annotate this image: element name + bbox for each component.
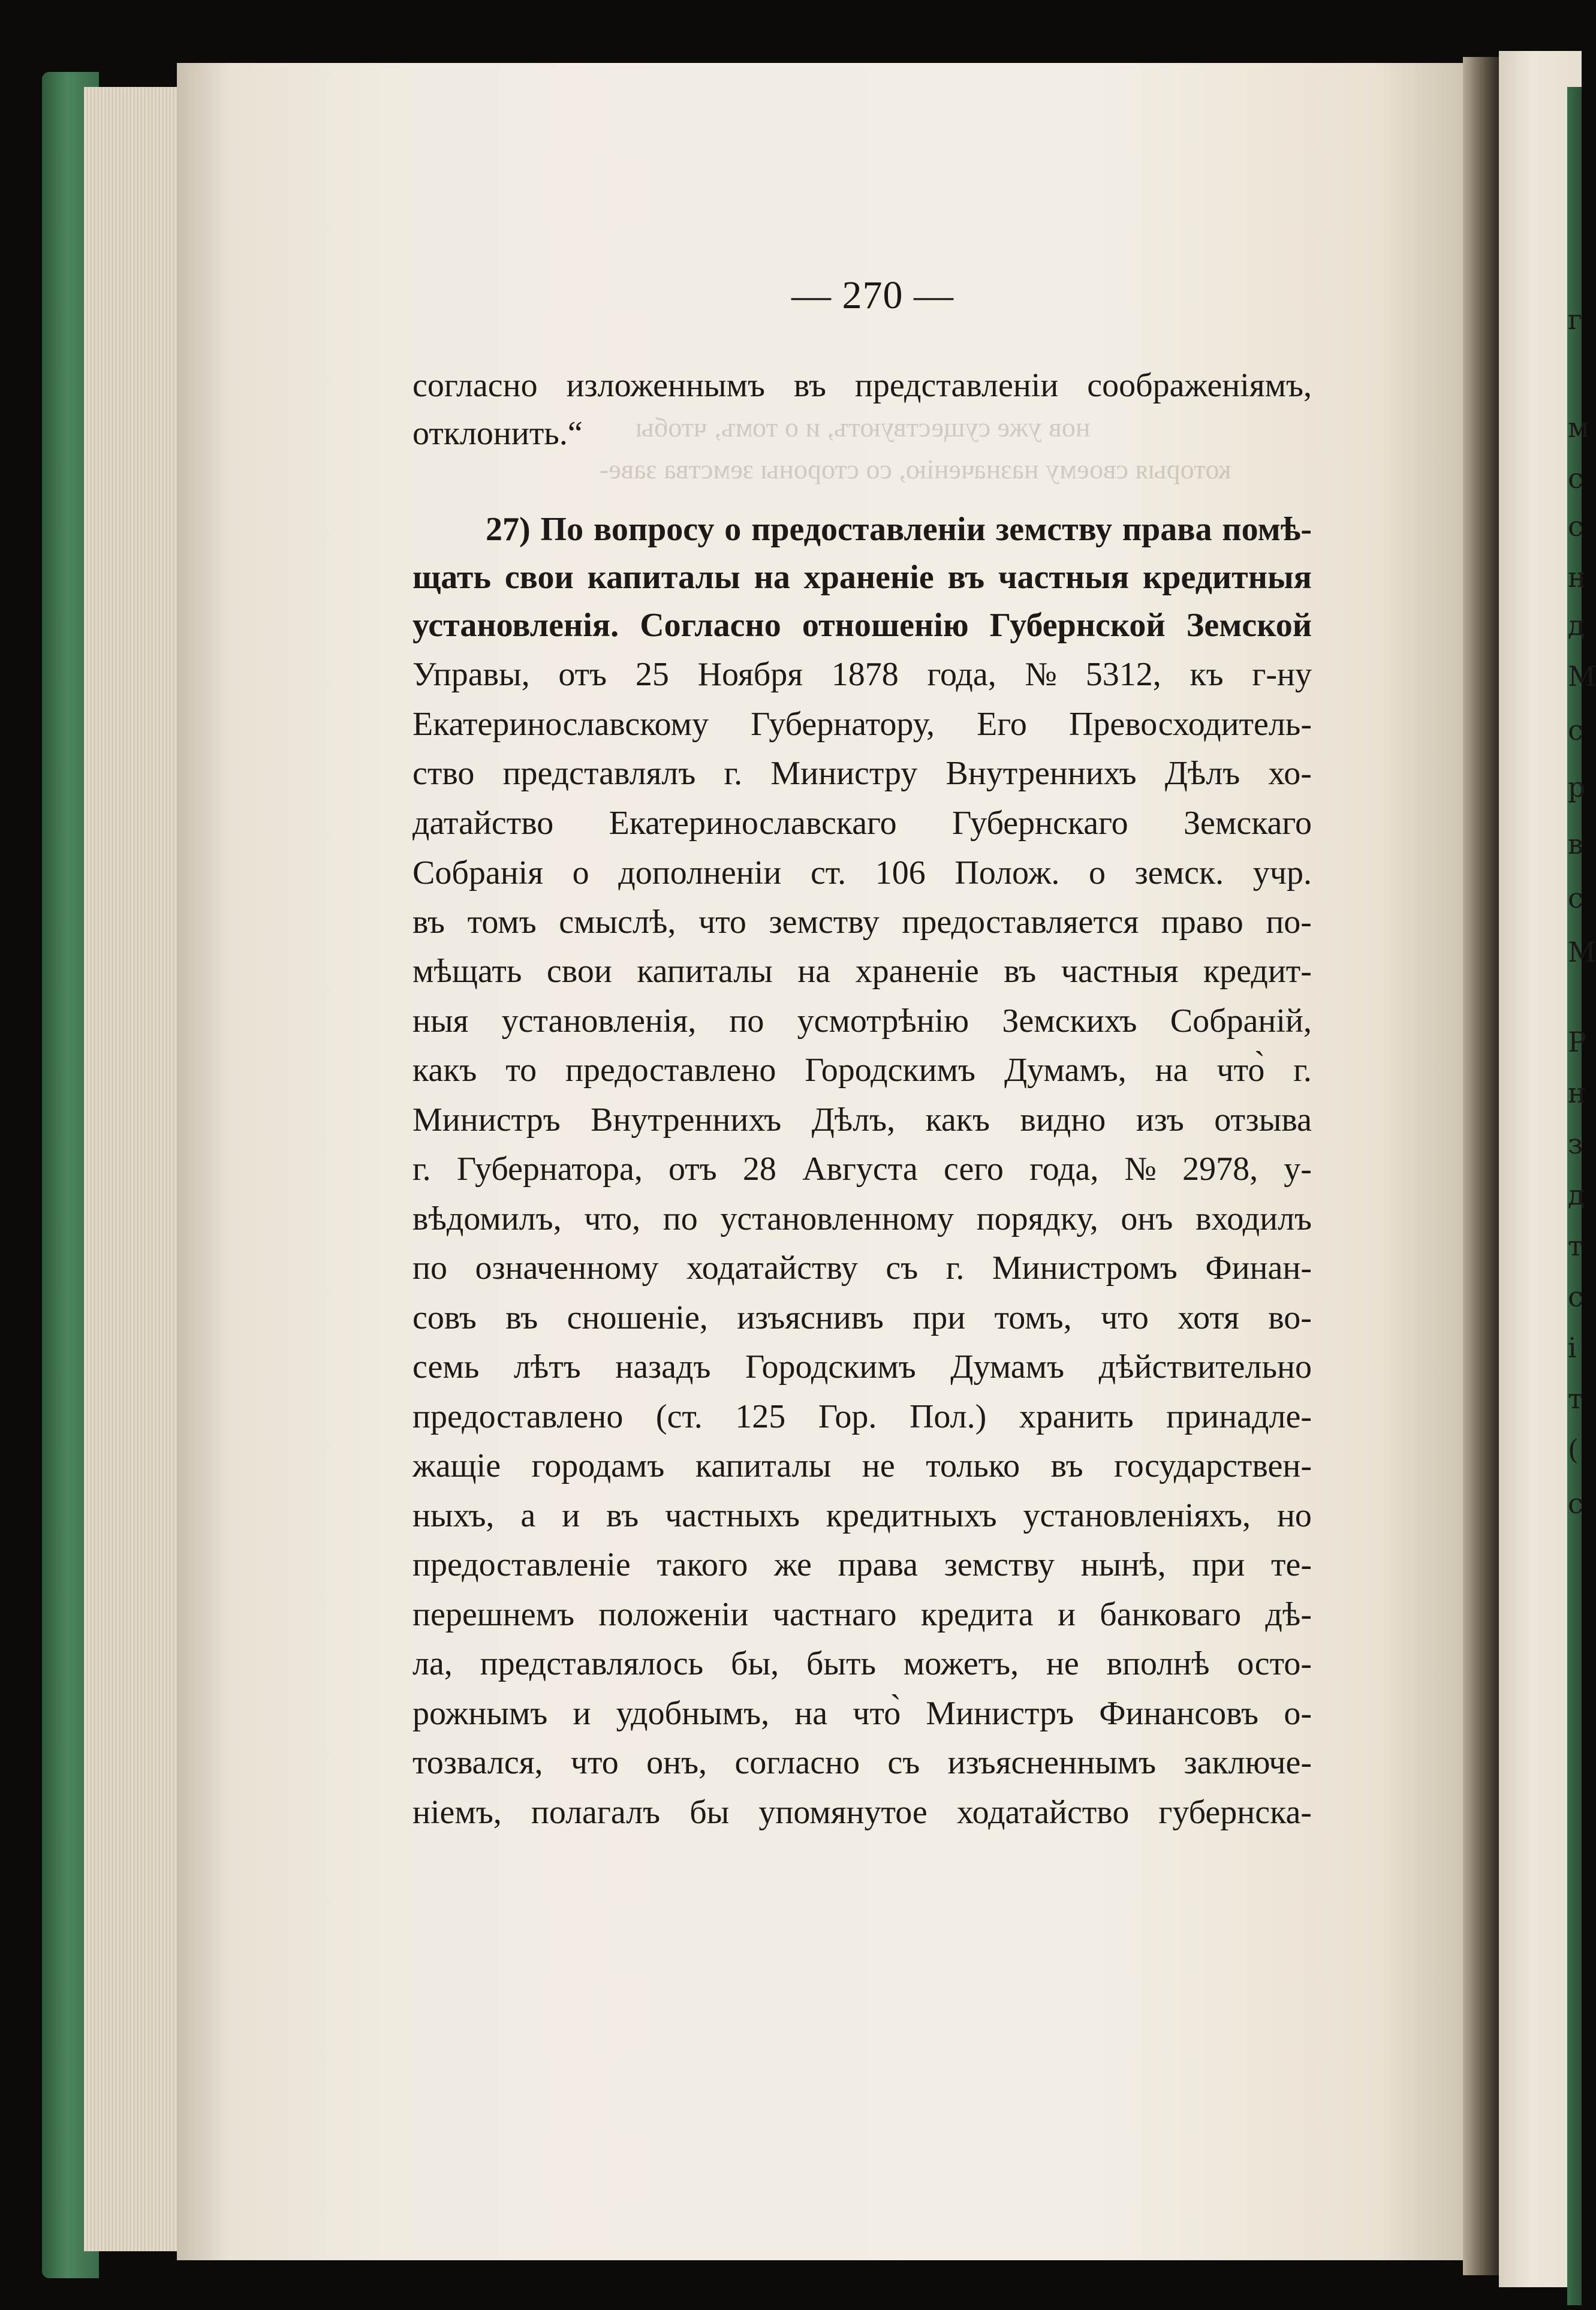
facing-page-letter: М — [1568, 936, 1596, 968]
facing-page — [1499, 51, 1596, 2287]
facing-page-letter: т — [1568, 1383, 1583, 1415]
page-edges — [84, 87, 180, 2251]
text-line: ныхъ, а и въ частныхъ кредитныхъ установленіяхъ, но — [412, 1497, 1312, 1534]
text-line: перешнемъ положеніи частнаго кредита и банковаго дѣ- — [412, 1596, 1312, 1633]
facing-page-letter: д — [1568, 609, 1585, 642]
page-number: — 270 — — [791, 273, 954, 317]
text-line: предоставлено (ст. 125 Гор. Пол.) хранить принадле- — [412, 1398, 1312, 1435]
text-line: г. Губернатора, отъ 28 Августа сего года, № 2978, у- — [412, 1151, 1312, 1188]
text-line: совъ въ сношеніе, изъяснивъ при томъ, что хотя во- — [412, 1299, 1312, 1336]
facing-page-letter: М — [1568, 660, 1596, 692]
text-line: вѣдомилъ, что, по установленному порядку, онъ входилъ — [412, 1200, 1312, 1237]
text-line: отклонить.“ — [412, 415, 583, 452]
text-line: Собранія о дополненіи ст. 106 Полож. о земск. учр. — [412, 854, 1312, 892]
facing-page-letter: с — [1568, 510, 1583, 543]
facing-page-letter: і — [1568, 1332, 1577, 1364]
text-line: датайство Екатеринославскаго Губернскаго Земскаго — [412, 805, 1312, 842]
facing-page-letter: н — [1568, 1077, 1586, 1109]
facing-page-letter: в — [1568, 828, 1583, 860]
text-line: предоставленіе такого же права земству нынѣ, при те- — [412, 1546, 1312, 1583]
text-line: жащіе городамъ капиталы не только въ государствен- — [412, 1447, 1312, 1484]
text-line: Управы, отъ 25 Ноября 1878 года, № 5312, къ г-ну — [412, 656, 1312, 693]
bleed-through-text: которыя своему назначенію, со стороны земства заве- — [600, 454, 1231, 484]
text-line: согласно изложеннымъ въ представленіи соображеніямъ, — [412, 367, 1312, 404]
text-line: рожнымъ и удобнымъ, на что̀ Министръ Финансовъ о- — [412, 1695, 1312, 1732]
text-line: семь лѣтъ назадъ Городскимъ Думамъ дѣйствительно — [412, 1348, 1312, 1386]
facing-page-letter: с — [1568, 882, 1583, 914]
text-line: мѣщать свои капиталы на храненіе въ частныя кредит- — [412, 953, 1312, 990]
facing-page-letter: р — [1568, 771, 1586, 803]
text-line: щать свои капиталы на храненіе въ частныя кредитныя — [412, 559, 1312, 596]
facing-page-letter: с — [1568, 1281, 1583, 1313]
facing-page-letter: н — [1568, 561, 1586, 594]
facing-page-letter: д — [1568, 1179, 1585, 1211]
facing-page-letter: з — [1568, 1128, 1583, 1160]
text-line: Екатеринославскому Губернатору, Его Превосходитель- — [412, 706, 1312, 743]
text-line: 27) По вопросу о предоставленіи земству права помѣ- — [486, 511, 1312, 548]
text-line: въ томъ смыслѣ, что земству предоставляется право по- — [412, 903, 1312, 941]
facing-page-letter: г — [1568, 303, 1583, 336]
text-line: ство представлялъ г. Министру Внутреннихъ Дѣлъ хо- — [412, 755, 1312, 792]
text-line: по означенному ходатайству съ г. Министромъ Финан- — [412, 1249, 1312, 1287]
text-line: какъ то предоставлено Городскимъ Думамъ, на что̀ г. — [412, 1052, 1312, 1089]
text-line: ніемъ, полагалъ бы упомянутое ходатайство губернска- — [412, 1794, 1312, 1831]
facing-page-letter: м — [1568, 411, 1589, 444]
bleed-through-text: нов уже существуютъ, и о томъ, чтобы — [636, 412, 1091, 442]
text-line: тозвался, что онъ, согласно съ изъясненнымъ заключе- — [412, 1744, 1312, 1781]
text-line: ла, представлялось бы, быть можетъ, не вполнѣ осто- — [412, 1645, 1312, 1682]
facing-page-letter: с — [1568, 714, 1583, 746]
facing-page-letter: т — [1568, 1230, 1583, 1262]
facing-page-letter: Р — [1568, 1026, 1586, 1058]
facing-page-letter: с — [1568, 1487, 1583, 1520]
text-line: установленія. Согласно отношенію Губернской Земской — [412, 607, 1312, 644]
text-line: Министръ Внутреннихъ Дѣлъ, какъ видно изъ отзыва — [412, 1101, 1312, 1139]
text-line: ныя установленія, по усмотрѣнію Земскихъ Собраній, — [412, 1002, 1312, 1040]
facing-page-letter: ( — [1568, 1433, 1579, 1466]
facing-page-letter: с — [1568, 462, 1583, 495]
